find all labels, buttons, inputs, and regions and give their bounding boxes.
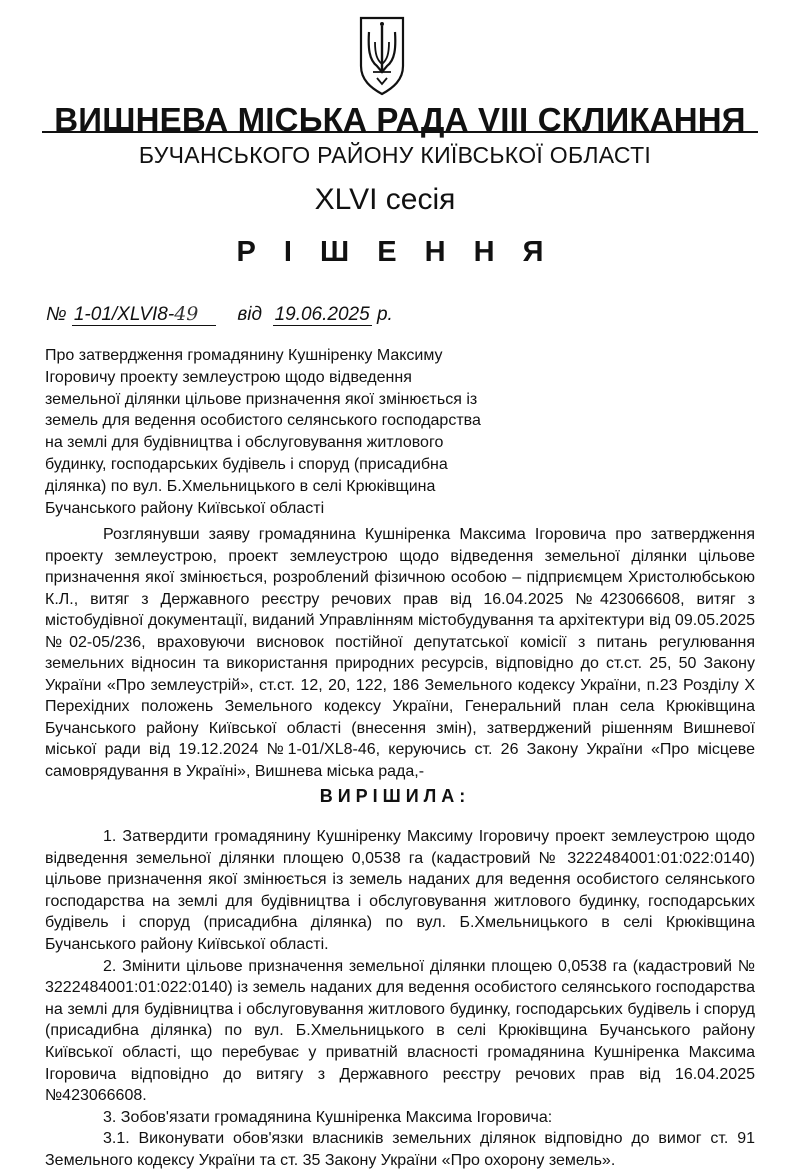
session-label: XLVI сесія xyxy=(314,183,456,216)
council-title: ВИШНЕВА МІСЬКА РАДА VIII СКЛИКАННЯ xyxy=(54,101,746,138)
decision-number-line xyxy=(46,302,393,327)
trident-emblem-icon xyxy=(357,14,407,96)
decision-items xyxy=(45,826,755,1172)
decision-date: 19.06.2025 xyxy=(274,304,370,325)
decision-item-3: 3. Зобов'язати громадянина Кушніренка Максима Ігоровича: xyxy=(103,1108,553,1126)
decision-number-handwritten: 49 xyxy=(174,303,199,325)
preamble-paragraph: Розглянувши заяву громадянина Кушніренка Максима Ігоровича про затвердження проекту землеустрою, проект землеустрою щодо відведення земельної ділянки цільове призначення якої змінюється, розроблений фізичною особою – підприємцем Христолюбською К.Л., витяг з Державного реєстру речових прав від 16.04.2025 №423066608, витяг з містобудівної документації, виданий Управлінням містобудування та архітектури від 09.05.2025 №02-05/236, враховуючи висновок постійної депутатської комісії з питань регулювання земельних відносин та використання природних ресурсів, відповідно до ст.ст. 25, 50 Закону України «Про землеустрій», ст.ст. 12, 20, 122, 186 Земельного кодексу України, п.23 Розділу X Перехідних положень Земельного кодексу України, Генеральний план села Крюківщина Бучанського району Київської області (внесення змін), затверджений рішенням Вишневої міської ради від 19.12.2024 №1-01/XL8-46, керуючись ст. 26 Закону України «Про місцеве самоврядування в Україні», Вишнева міська рада,- xyxy=(45,526,755,780)
decision-item-2: 2. Змінити цільове призначення земельної ділянки площею 0,0538 га (кадастровий № 3222484001:01:022:0140) із земель наданих для ведення особистого селянського господарства на землі для будівництва і обслуговування житлового будинку, господарських будівель і споруд (присадибна ділянка) по вул. Б.Хмельницького в селі Крюківщина Бучанського району Київської області, що перебуває у приватній власності громадянина Кушніренка Максима Ігоровича відповідно до витягу з Державного реєстру речових прав від 16.04.2025 №423066608. xyxy=(45,957,755,1105)
decision-item-3-1: 3.1. Виконувати обов'язки власників земельних ділянок відповідно до вимог ст. 91 Земельного кодексу України та ст. 35 Закону України «Про охорону земель». xyxy=(45,1130,755,1169)
decision-number-printed: 1-01/XLVI8- xyxy=(73,304,175,325)
decision-number xyxy=(72,304,216,326)
header-divider xyxy=(42,131,758,133)
decision-subject: Про затвердження громадянину Кушніренку Максиму Ігоровичу проекту землеустрою щодо відведення земельної ділянки цільове призначення якої змінюється із земель для ведення особистого селянського господарства на землі для будівництва і обслуговування житлового будинку, господарських будівель і споруд (присадибна ділянка) по вул. Б.Хмельницького в селі Крюківщина Бучанського району Київської області xyxy=(45,347,481,517)
decision-item-1: 1. Затвердити громадянину Кушніренку Максиму Ігоровичу проект землеустрою щодо відведення земельної ділянки площею 0,0538 га (кадастровий № 3222484001:01:022:0140) цільове призначення якої змінюється із земель наданих для ведення особистого селянського господарства на землі для будівництва і обслуговування житлового будинку, господарських будівель і споруд (присадибна ділянка) по вул. Б.Хмельницького в селі Крюківщина Бучанського району Київської області. xyxy=(45,828,755,953)
number-prefix: № xyxy=(46,304,67,325)
date-suffix: р. xyxy=(376,304,393,325)
district-subtitle: БУЧАНСЬКОГО РАЙОНУ КИЇВСЬКОЇ ОБЛАСТІ xyxy=(138,142,652,168)
date-prefix: від xyxy=(237,304,262,325)
document-type-heading: Р І Ш Е Н Н Я xyxy=(236,236,554,268)
resolved-heading: ВИРІШИЛА: xyxy=(319,786,471,806)
